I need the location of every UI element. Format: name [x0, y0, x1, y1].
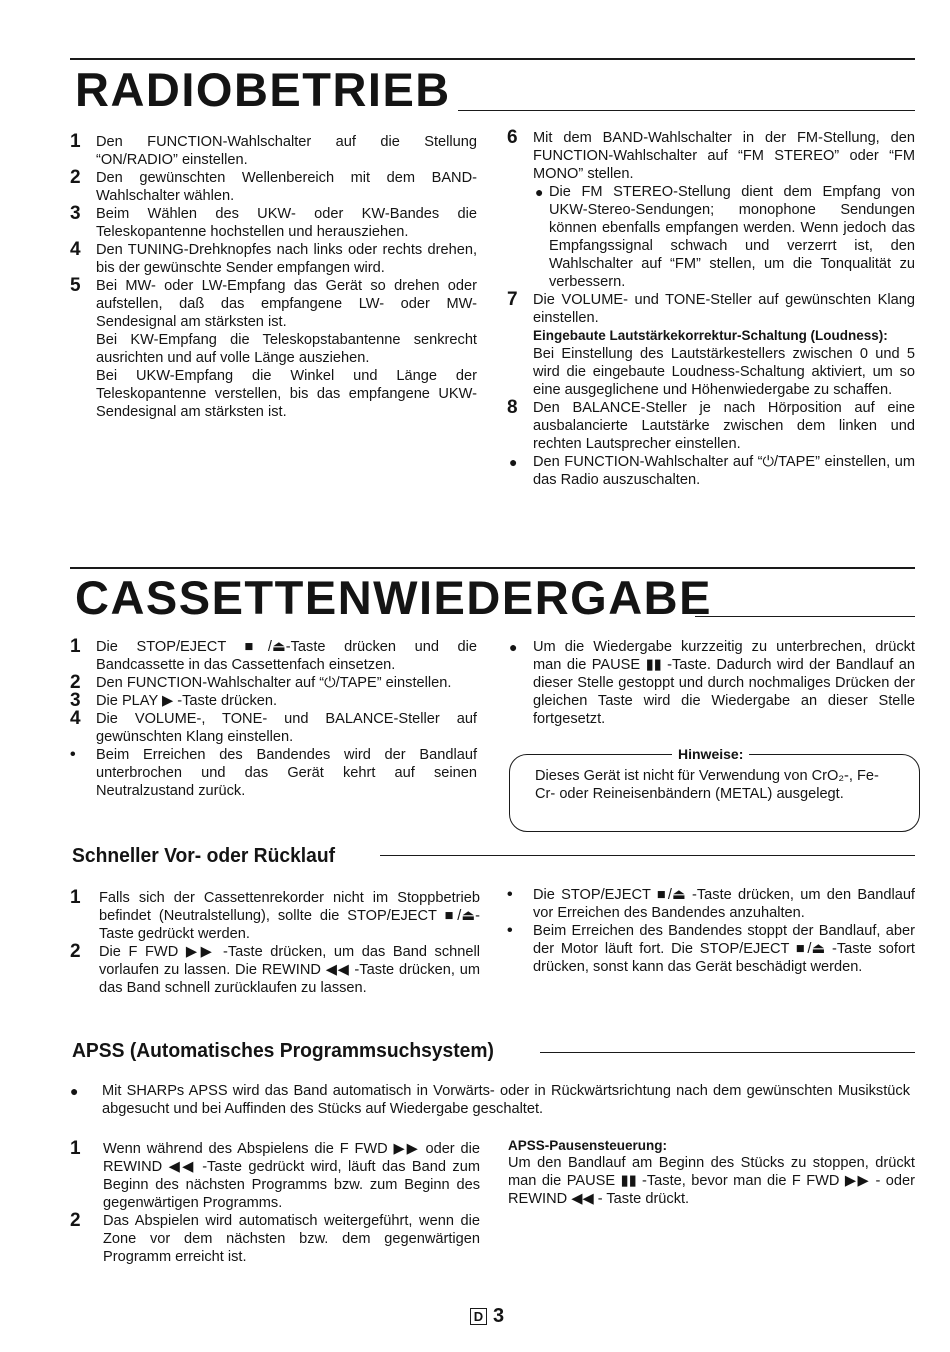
list-item — [70, 169, 477, 205]
list-item — [507, 129, 915, 291]
list-item — [507, 399, 915, 453]
step-number: 1 — [70, 1138, 81, 1159]
section-title-radio: RADIOBETRIEB — [75, 63, 451, 116]
apss-right-column — [508, 1137, 915, 1208]
bullet-icon: ● — [535, 184, 544, 200]
step-number: 2 — [70, 941, 81, 962]
step-text: Den FUNCTION-Wahlschalter auf die Stellung “ON/RADIO” einstellen. — [96, 134, 477, 168]
subsection-rule-apss — [540, 1052, 915, 1053]
loudness-heading: Eingebaute Lautstärkekorrektur-Schaltung (Loudness): — [533, 328, 888, 343]
subsection-rule-ffwd — [380, 855, 915, 856]
bullet-mark: • — [70, 746, 76, 763]
list-item — [507, 638, 915, 728]
step-text: Die STOP/EJECT ■/⏏-Taste drücken und die Bandcassette in das Cassettenfach einsetzen. — [96, 639, 477, 673]
list-item — [507, 886, 915, 922]
page-number: 3 — [493, 1305, 505, 1327]
step-text: Die VOLUME-, TONE- und BALANCE-Steller auf gewünschten Klang einstellen. — [96, 711, 477, 745]
step-text: Den TUNING-Drehknopfes nach links oder rechts drehen, bis der gewünschte Sender empfangen wird. — [96, 242, 477, 276]
step-text-ukw: Bei UKW-Empfang die Winkel und Länge der Teleskopantenne verstellen, bis das empfangene UKW-Sendesignal am stärksten ist. — [96, 368, 477, 420]
list-item — [507, 922, 915, 976]
list-item — [507, 291, 915, 399]
list-item — [70, 674, 477, 692]
step-text: Den FUNCTION-Wahlschalter auf “⏻/TAPE” einstellen. — [96, 675, 452, 691]
step-text: Die VOLUME- und TONE-Steller auf gewünschten Klang einstellen. — [533, 292, 915, 326]
list-item — [70, 692, 477, 710]
step-text: Beim Wählen des UKW- oder KW-Bandes die Teleskopantenne hochstellen und herausziehen. — [96, 206, 477, 240]
section-rule-radio — [70, 58, 915, 60]
step-number: 2 — [70, 1210, 81, 1231]
list-item — [70, 1212, 480, 1266]
sub-bullet-text: Die FM STEREO-Stellung dient dem Empfang von UKW-Stereo-Sendungen; monophone Sendungen können ebenfalls empfangen werden. Wenn jedoch das Empfangssignal schwach und verzerrt ist, den Wahlschalter auf “FM” stellen, um die Tonqualität zu verbessern. — [549, 184, 915, 290]
step-text: Den gewünschten Wellenbereich mit dem BAND-Wahlschalter wählen. — [96, 170, 477, 204]
step-number: 6 — [507, 127, 518, 148]
step-number: 1 — [70, 887, 81, 908]
step-number: 8 — [507, 397, 518, 418]
radio-right-column — [507, 129, 915, 489]
step-number: 3 — [70, 690, 81, 711]
sub-bullet — [535, 183, 915, 291]
list-item — [70, 889, 480, 943]
step-text: Bei MW- oder LW-Empfang das Gerät so drehen oder aufstellen, daß das empfangene LW- oder MW-Sendesignal am stärksten ist. — [96, 278, 477, 330]
step-number: 1 — [70, 131, 81, 152]
step-text: Beim Erreichen des Bandendes wird der Bandlauf unterbrochen und das Gerät kehrt auf seinen Neutralzustand zurück. — [96, 747, 477, 799]
ffwd-right-column — [507, 886, 915, 976]
pause-heading: APSS-Pausensteuerung: — [508, 1138, 668, 1153]
title-underline-cassette — [695, 616, 915, 617]
cassette-right-column — [507, 638, 915, 728]
list-item — [70, 1082, 910, 1118]
step-text: Um die Wiedergabe kurzzeitig zu unterbrechen, drückt man die PAUSE ▮▮ -Taste. Dadurch wird der Bandlauf an dieser Stelle gestoppt und durch nochmaliges Drücken der gleichen Taste wird die Wiedergabe an dieser Stelle fortgesetzt. — [533, 639, 915, 727]
bullet-icon: ● — [509, 639, 518, 655]
list-item — [70, 241, 477, 277]
subsection-title-apss: APSS (Automatisches Programmsuchsystem) — [72, 1041, 498, 1062]
cassette-left-column — [70, 638, 477, 800]
step-number: 4 — [70, 239, 81, 260]
step-number: 2 — [70, 672, 81, 693]
step-text: Das Abspielen wird automatisch weitergeführt, wenn die Zone vor dem nächsten bzw. dem gegenwärtigen Programm erreicht ist. — [103, 1213, 480, 1265]
list-item — [507, 453, 915, 489]
bullet-icon: ● — [70, 1083, 79, 1099]
step-number: 5 — [70, 275, 81, 296]
loudness-text: Bei Einstellung des Lautstärkestellers zwischen 0 und 5 wird die eingebaute Loudness-Schaltung aktiviert, um so eine ausgeglichene und Höhenwiedergabe zu schaffen. — [533, 346, 915, 398]
step-number: 3 — [70, 203, 81, 224]
bullet-mark: • — [507, 922, 513, 939]
step-number: 4 — [70, 708, 81, 729]
list-item — [70, 1140, 480, 1212]
section-rule-cassette — [70, 567, 915, 569]
page-footer — [470, 1305, 504, 1327]
step-number: 7 — [507, 289, 518, 310]
title-underline-radio — [458, 110, 915, 111]
intro-text: Mit SHARPs APSS wird das Band automatisch in Vorwärts- oder in Rückwärtsrichtung nach dem gewünschten Musikstück abgesucht und bei Auffinden des Stücks auf Wiedergabe geschaltet. — [102, 1083, 910, 1117]
step-text: Mit dem BAND-Wahlschalter in der FM-Stellung, den FUNCTION-Wahlschalter auf “FM STEREO” oder “FM MONO” stellen. — [533, 130, 915, 182]
hint-text: Dieses Gerät ist nicht für Verwendung von CrO₂-, Fe-Cr- oder Reineisenbändern (METAL) ausgelegt. — [535, 768, 879, 802]
step-text-shortwave: Bei KW-Empfang die Teleskopstabantenne senkrecht ausrichten und auf volle Länge ausziehen. — [96, 332, 477, 366]
list-item — [70, 943, 480, 997]
step-text: Die PLAY ▶ -Taste drücken. — [96, 693, 278, 709]
list-item — [70, 205, 477, 241]
language-mark: D — [470, 1308, 487, 1325]
apss-left-column — [70, 1140, 480, 1266]
step-number: 1 — [70, 636, 81, 657]
list-item — [70, 746, 477, 800]
step-number: 2 — [70, 167, 81, 188]
radio-left-column — [70, 133, 477, 421]
list-item — [70, 638, 477, 674]
step-text: Falls sich der Cassettenrekorder nicht im Stoppbetrieb befindet (Neutralstellung), sollte die STOP/EJECT ■/⏏-Taste gedrückt werden. — [99, 890, 480, 942]
ffwd-left-column — [70, 889, 480, 997]
step-text: Den BALANCE-Steller je nach Hörposition auf eine ausbalancierte Lautstärke zwischen dem linken und rechten Lautsprecher einstellen. — [533, 400, 915, 452]
section-title-cassette: CASSETTENWIEDERGABE — [75, 571, 712, 624]
step-text: Die STOP/EJECT ■/⏏ -Taste drücken, um den Bandlauf vor Erreichen des Bandendes anzuhalten. — [533, 887, 915, 921]
list-item — [70, 133, 477, 169]
bullet-icon: ● — [509, 454, 518, 470]
list-item — [70, 277, 477, 421]
step-text: Wenn während des Abspielens die F FWD ▶▶ oder die REWIND ◀◀ -Taste gedrückt wird, läuft das Band zum Beginn des nächsten Programms bzw. zum Beginn des gegenwärtigen Programms. — [103, 1141, 480, 1211]
subsection-title-ffwd: Schneller Vor- oder Rücklauf — [72, 846, 339, 867]
list-item — [70, 710, 477, 746]
pause-text: Um den Bandlauf am Beginn des Stücks zu stoppen, drückt man die PAUSE ▮▮ -Taste, bevor man die F FWD ▶▶ - oder REWIND ◀◀ - Taste drückt. — [508, 1155, 915, 1207]
step-text: Die F FWD ▶▶ -Taste drücken, um das Band schnell vorlaufen zu lassen. Die REWIND ◀◀ -Taste drücken, um das Band schnell zurücklaufen zu lassen. — [99, 944, 480, 996]
apss-intro — [70, 1082, 910, 1118]
step-text: Beim Erreichen des Bandendes stoppt der Bandlauf, aber der Motor läuft fort. Die STOP/EJECT ■/⏏ -Taste sofort drücken, sonst kann das Gerät beschädigt werden. — [533, 923, 915, 975]
hint-label: Hinweise: — [672, 746, 749, 762]
bullet-mark: • — [507, 886, 513, 903]
step-text: Den FUNCTION-Wahlschalter auf “⏻/TAPE” einstellen, um das Radio auszuschalten. — [533, 454, 915, 488]
